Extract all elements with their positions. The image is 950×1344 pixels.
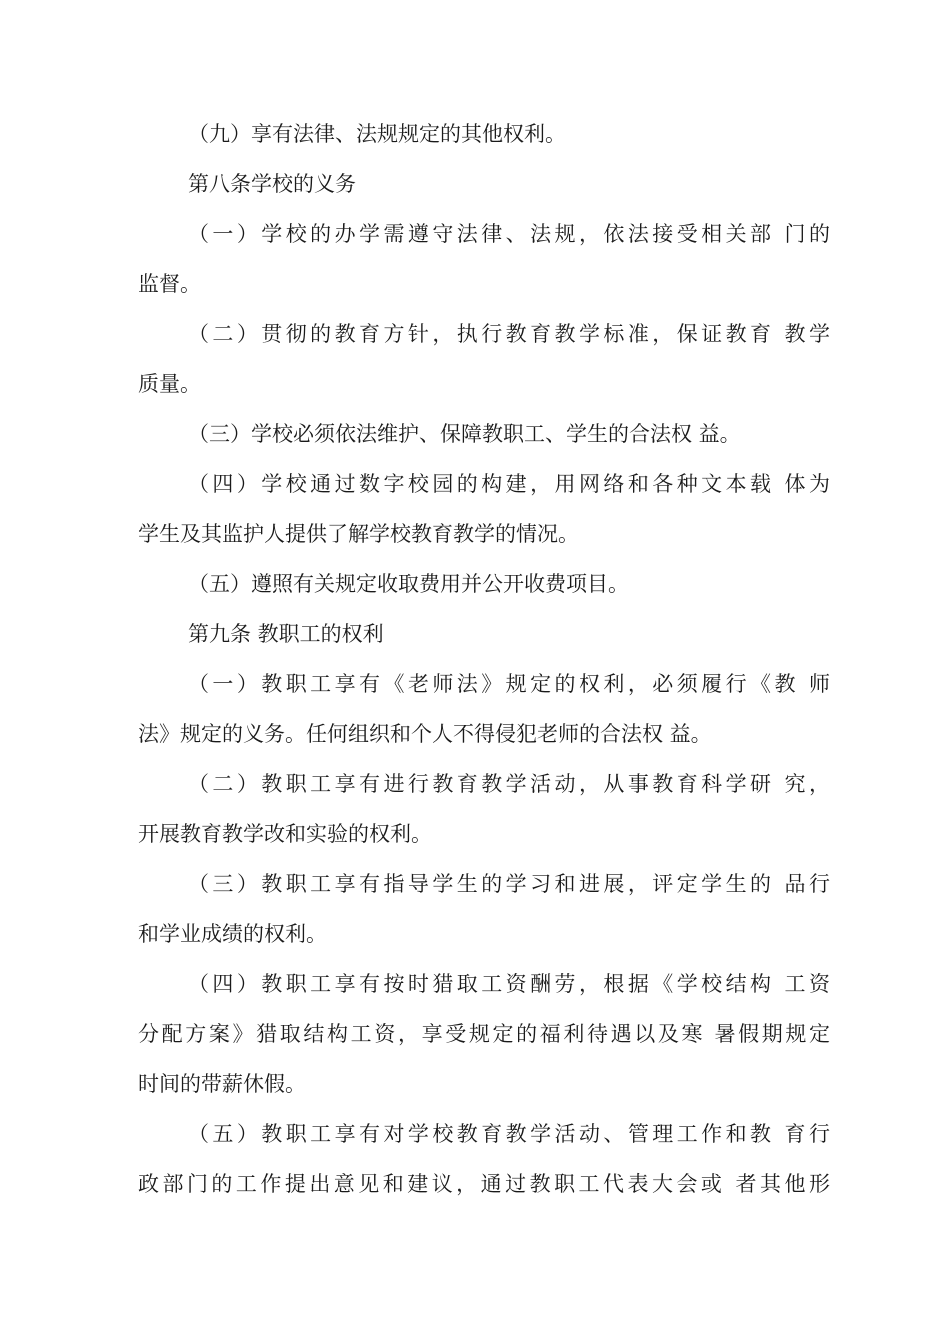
article-8-item-4-line-2: 学生及其监护人提供了解学校教育教学的情况。 xyxy=(138,522,579,546)
article-9-item-2-line-2: 开展教育教学改和实验的权利。 xyxy=(138,822,432,846)
article-8-item-3: （三）学校必须依法维护、保障教职工、学生的合法权 益。 xyxy=(188,422,741,446)
article-9-item-1-line-1: （一）教职工享有《老师法》规定的权利，必须履行《教 师 xyxy=(188,672,830,696)
article-9-item-4-line-1: （四）教职工享有按时猎取工资酬劳，根据《学校结构 工资 xyxy=(188,972,830,996)
article-9-item-5-line-1: （五）教职工享有对学校教育教学活动、管理工作和教 育行 xyxy=(188,1122,830,1146)
article-9-item-4-line-2: 分配方案》猎取结构工资，享受规定的福利待遇以及寒 暑假期规定 xyxy=(138,1022,830,1046)
article-9-item-5-line-2: 政部门的工作提出意见和建议，通过教职工代表大会或 者其他形 xyxy=(138,1172,830,1196)
article-8-item-4-line-1: （四）学校通过数字校园的构建，用网络和各种文本载 体为 xyxy=(188,472,830,496)
article-8-item-2-line-2: 质量。 xyxy=(138,372,201,396)
article-8-item-2-line-1: （二）贯彻的教育方针，执行教育教学标准，保证教育 教学 xyxy=(188,322,830,346)
article-8-heading: 第八条学校的义务 xyxy=(188,172,356,196)
article-8-item-1-line-2: 监督。 xyxy=(138,272,201,296)
clause-9-9: （九）享有法律、法规规定的其他权利。 xyxy=(188,122,566,146)
article-9-item-4-line-3: 时间的带薪休假。 xyxy=(138,1072,306,1096)
article-8-item-5: （五）遵照有关规定收取费用并公开收费项目。 xyxy=(188,572,629,596)
article-9-item-1-line-2: 法》规定的义务。任何组织和个人不得侵犯老师的合法权 益。 xyxy=(138,722,712,746)
article-9-item-3-line-1: （三）教职工享有指导学生的学习和进展，评定学生的 品行 xyxy=(188,872,830,896)
article-8-item-1-line-1: （一）学校的办学需遵守法律、法规，依法接受相关部 门的 xyxy=(188,222,830,246)
article-9-item-3-line-2: 和学业成绩的权利。 xyxy=(138,922,327,946)
article-9-heading: 第九条 教职工的权利 xyxy=(188,622,384,646)
article-9-item-2-line-1: （二）教职工享有进行教育教学活动，从事教育科学研 究， xyxy=(188,772,830,796)
